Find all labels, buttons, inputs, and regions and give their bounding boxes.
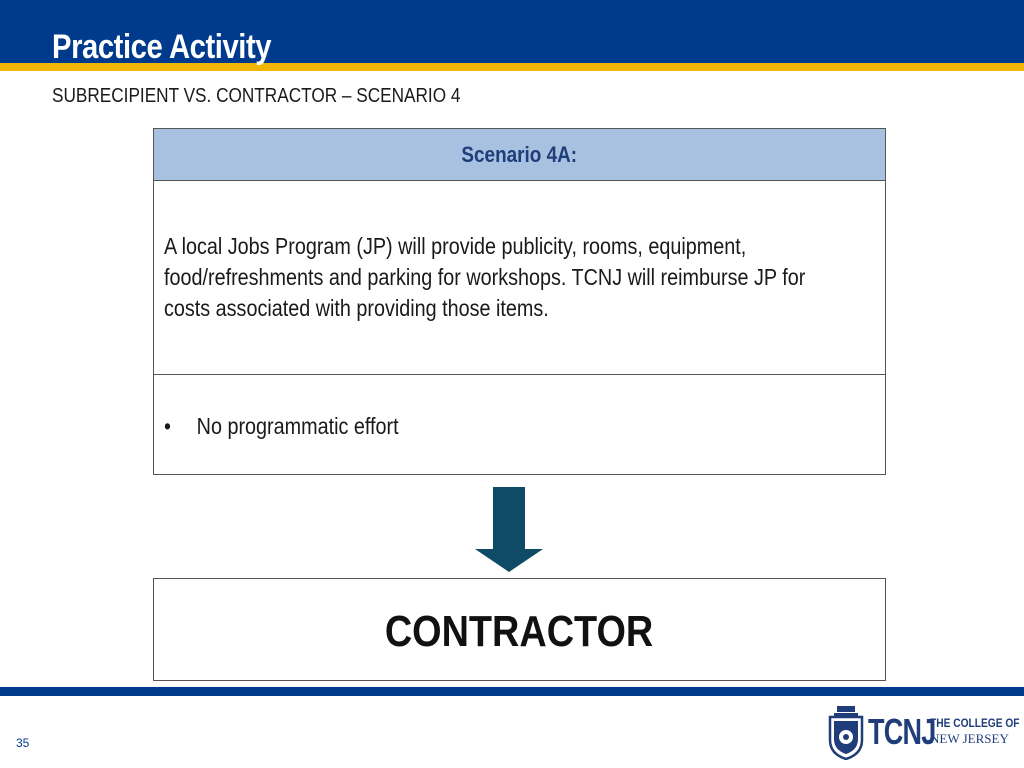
arrow-down-icon	[475, 487, 543, 572]
result-box	[153, 578, 886, 681]
scenario-divider	[154, 374, 885, 375]
footer-band	[0, 687, 1024, 696]
tcnj-logo	[826, 704, 1020, 760]
scenario-description: A local Jobs Program (JP) will provide publicity, rooms, equipment, food/refreshments and parking for workshops. TCNJ will reimburse JP for costs associated with providing those items.	[164, 233, 806, 321]
logo-name-line1: THE COLLEGE OF	[930, 716, 1020, 730]
logo-college-name	[930, 716, 1024, 746]
scenario-box	[153, 128, 886, 475]
slide-title: Practice Activity	[52, 28, 272, 66]
logo-name-line2: NEW JERSEY	[930, 731, 1009, 746]
result-label	[154, 607, 885, 657]
slide-subtitle: SUBRECIPIENT VS. CONTRACTOR – SCENARIO 4	[52, 85, 461, 107]
logo-wordmark: TCNJ	[868, 711, 936, 752]
result-label-text: CONTRACTOR	[385, 607, 654, 656]
page-number: 35	[16, 736, 30, 750]
tcnj-crest-icon	[826, 704, 866, 760]
scenario-bullet	[164, 413, 399, 440]
bullet-text: No programmatic effort	[196, 413, 399, 439]
scenario-header	[154, 129, 885, 181]
bullet-marker: •	[164, 413, 171, 439]
scenario-header-label: Scenario 4A:	[461, 141, 578, 167]
